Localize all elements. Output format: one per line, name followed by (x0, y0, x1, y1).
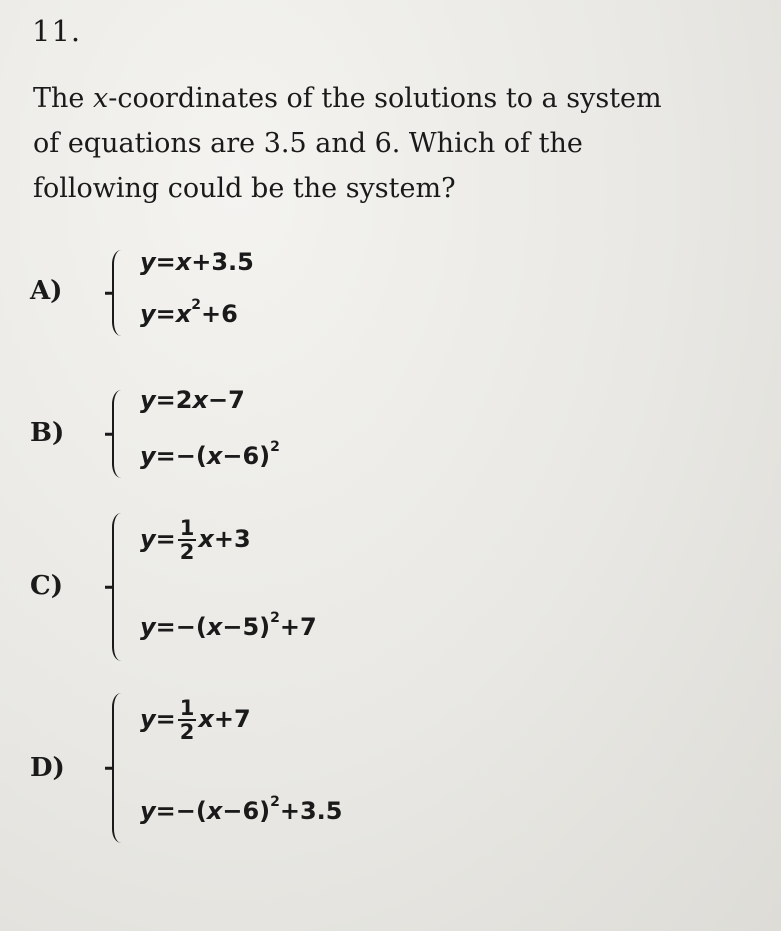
stem-line-1 (33, 76, 753, 121)
eq-term: x (206, 613, 223, 641)
eq-term: −( (175, 797, 207, 825)
eq-term: x (206, 442, 223, 470)
eq-exponent: 2 (270, 610, 280, 626)
eq-exponent: 2 (270, 794, 280, 810)
stem-text: The (33, 83, 93, 114)
eq-exponent: 2 (191, 297, 201, 313)
choice-letter: B) (30, 418, 65, 448)
eq-term: = (155, 525, 176, 553)
eq-term: +3.5 (279, 797, 343, 825)
choice-a[interactable] (30, 240, 730, 340)
eq-term: 2 (175, 386, 193, 414)
brace-icon (112, 390, 124, 478)
question-stem (33, 76, 753, 211)
eq-term: = (155, 442, 176, 470)
choice-d[interactable] (30, 685, 730, 850)
fraction-denominator: 2 (179, 720, 195, 744)
choice-c[interactable] (30, 505, 730, 665)
eq-term: x (192, 386, 208, 414)
eq-term: −( (175, 613, 207, 641)
fraction (178, 517, 197, 563)
eq-term: = (155, 248, 176, 276)
equation-1 (140, 248, 254, 276)
fraction-numerator: 1 (179, 696, 195, 720)
choice-letter: D) (30, 753, 65, 783)
equation-2 (140, 297, 238, 328)
eq-term: = (155, 300, 176, 328)
choice-letter: A) (30, 276, 63, 306)
equation-1 (140, 517, 251, 563)
equation-2 (140, 794, 343, 825)
eq-term: y (140, 248, 156, 276)
equation-2 (140, 610, 317, 641)
eq-exponent: 2 (270, 439, 280, 455)
eq-term: −6) (222, 797, 271, 825)
eq-term: y (140, 613, 156, 641)
eq-term: −6) (222, 442, 271, 470)
eq-term: +7 (279, 613, 317, 641)
eq-term: y (140, 442, 156, 470)
question-number: 11. (32, 14, 82, 48)
eq-term: −( (175, 442, 207, 470)
eq-term: = (155, 797, 176, 825)
eq-term: +3.5 (191, 248, 254, 276)
eq-term: x (206, 797, 223, 825)
eq-term: −7 (207, 386, 245, 414)
choice-b[interactable] (30, 382, 730, 482)
eq-term: −5) (222, 613, 271, 641)
equation-1 (140, 697, 251, 743)
eq-term: = (155, 613, 176, 641)
eq-term: y (140, 525, 156, 553)
eq-term: y (140, 705, 156, 733)
eq-term: y (140, 386, 156, 414)
eq-term: y (140, 300, 156, 328)
eq-term: = (155, 705, 176, 733)
eq-term: +3 (213, 525, 251, 553)
equation-2 (140, 439, 280, 470)
eq-term: x (175, 248, 192, 276)
eq-term: x (198, 705, 214, 733)
eq-term: +7 (213, 705, 251, 733)
stem-line-2: of equations are 3.5 and 6. Which of the (33, 128, 583, 159)
fraction-numerator: 1 (179, 516, 195, 540)
choice-letter: C) (30, 571, 63, 601)
eq-term: y (140, 797, 156, 825)
stem-variable: x (92, 83, 109, 114)
eq-term: = (155, 386, 176, 414)
brace-icon (112, 513, 124, 661)
eq-term: x (175, 300, 192, 328)
eq-term: x (198, 525, 214, 553)
fraction-denominator: 2 (179, 540, 195, 564)
fraction (178, 697, 197, 743)
stem-text: -coordinates of the solutions to a system (108, 83, 662, 114)
stem-line-3: following could be the system? (33, 173, 456, 204)
eq-term: +6 (201, 300, 238, 328)
brace-icon (112, 693, 124, 843)
equation-1 (140, 386, 245, 414)
brace-icon (112, 250, 124, 336)
